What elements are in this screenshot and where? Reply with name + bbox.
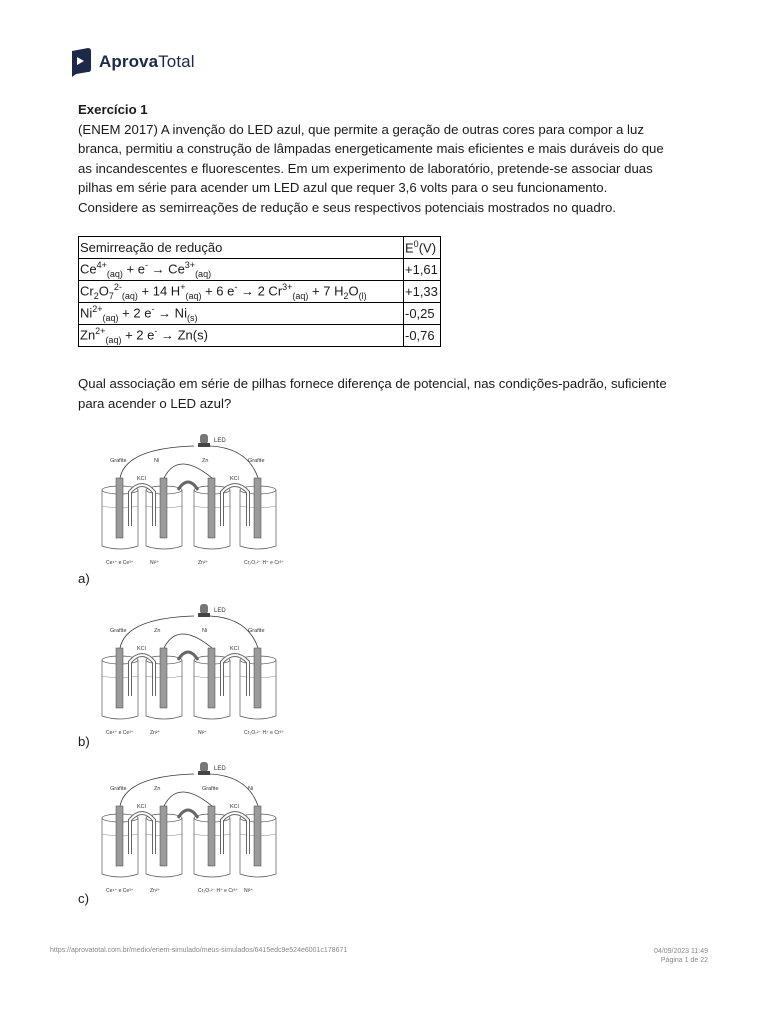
salt-bridge [222,655,248,696]
logo-icon [70,47,92,77]
ion-label: Zn²⁺ [150,888,161,894]
logo-wordmark: AprovaTotal [99,52,195,71]
ion-label: Zn²⁺ [150,730,161,736]
electrode [116,806,123,866]
salt-bridge [130,485,154,526]
wire [164,634,212,648]
electrode-label: Grafite [248,628,265,634]
ion-label: Ni²⁺ [244,888,254,894]
table-row [79,325,441,347]
electrode [254,806,261,866]
footer-url: https://aprovatotal.com.br/medio/enem-simulado/meus-simulados/6415edc9e524e6001c178671 [50,947,348,954]
salt-bridge-inner [222,813,248,854]
table-row [79,259,441,281]
electrode-label: Ni [154,458,160,464]
wire [164,792,212,806]
electrode [208,648,215,708]
led-base [198,443,210,447]
half-reaction-cell: $Ce^{4+}_{(aq)} + e^- \to Ce^{3+}_{(aq)}$ [79,259,404,281]
question-text [78,374,698,413]
salt-bridge-inner [130,485,154,526]
question-line: Qual associação em série de pilhas fornece diferença de potencial, nas condições-padrão, suficiente [78,376,667,391]
wire [164,464,212,478]
electrode-label: Grafite [110,628,127,634]
electrode [208,806,215,866]
electrode [160,806,167,866]
table-row [79,237,441,259]
salt-bridge-label: KCl [137,476,146,482]
ion-label: Cr₂O₇²⁻ H⁺ e Cr³⁺ [244,560,284,566]
potential-cell: -0,76 [404,325,441,347]
salt-bridge-label: KCl [137,646,146,652]
ion-label: Ce⁴⁺ e Ce³⁺ [106,560,134,566]
option-b-diagram[interactable] [94,598,284,746]
exercise-line: branca, permitiu a construção de lâmpadas energeticamente mais eficientes e mais duráveis do que [78,141,664,156]
electrode [208,478,215,538]
electrode-label: Grafite [110,458,127,464]
salt-bridge [222,485,248,526]
aprovatotal-logo [70,47,195,77]
electrode-label: Ni [202,628,208,634]
footer-page-number: Página 1 de 22 [660,957,708,964]
question-line: para acender o LED azul? [78,395,232,411]
ion-label: Cr₂O₇²⁻ H⁺ e Cr³⁺ [244,730,284,736]
ion-label: Ce⁴⁺ e Ce³⁺ [106,888,134,894]
half-reaction-cell: $Zn^{2+}_{(aq)} + 2$ e- → Zn(s) [79,325,404,347]
ion-label: Zn²⁺ [198,560,209,566]
potential-cell: +1,61 [404,259,441,281]
electrode-label: Zn [154,628,161,634]
electrode [254,478,261,538]
led-label: LED [214,608,226,614]
option-b-label[interactable]: b) [78,734,90,749]
reduction-potentials-table [78,236,441,347]
exercise-line: Considere as semirreações de redução e seus respectivos potenciais mostrados no quadro. [78,199,617,215]
salt-bridge [130,655,154,696]
salt-bridge-label: KCl [230,804,239,810]
salt-bridge-inner [130,813,154,854]
electrode [116,478,123,538]
table-header-cell: $E^0(V)$ [404,237,441,259]
exercise-line: pilhas em série para acender um LED azul que requer 3,6 volts para o seu funcionamento. [78,180,608,195]
ion-label: Ce⁴⁺ e Ce³⁺ [106,730,134,736]
potential-cell: -0,25 [404,303,441,325]
exercise-line: as incandescentes e fluorescentes. Em um experimento de laboratório, pretende-se associar duas [78,160,653,176]
salt-bridge [222,813,248,854]
electrode [254,648,261,708]
electrode-label: Zn [154,786,161,792]
salt-bridge-inner [222,485,248,526]
led-label: LED [214,438,226,444]
led-label: LED [214,766,226,772]
salt-bridge-inner [130,655,154,696]
half-reaction-cell: $Cr_2O_7^{2-}_{(aq)} + 14$ $H^+_{(aq)} + 6$ e- → 2 $Cr^{3+}_{(aq)} + 7$ $H_2O_{(l)}$ [79,281,404,303]
option-c-label[interactable]: c) [78,891,89,906]
potential-cell: +1,33 [404,281,441,303]
electrode-label: Grafite [110,786,127,792]
electrode [160,478,167,538]
salt-bridge-label: KCl [230,476,239,482]
table-header-cell: Semirreação de redução [79,237,404,259]
half-reaction-cell: $Ni^{2+}_{(aq)} + 2$ $e^- \to Ni_{(s)}$ [79,303,404,325]
table-row [79,303,441,325]
option-a-label[interactable]: a) [78,571,90,586]
electrode [160,648,167,708]
salt-bridge-label: KCl [137,804,146,810]
electrode-label: Grafite [202,786,219,792]
option-c-diagram[interactable] [94,756,284,904]
footer-datetime: 04/09/2023 11:49 [654,948,708,955]
electrode-label: Zn [202,458,209,464]
salt-bridge-inner [222,655,248,696]
led-base [198,613,210,617]
ion-label: Ni²⁺ [150,560,160,566]
exercise-statement [78,100,698,217]
led-icon [200,762,208,772]
exercise-title: Exercício 1 [78,102,148,117]
ion-label: Cr₂O₇²⁻ H⁺ e Cr³⁺ [198,888,238,894]
led-icon [200,434,208,444]
ion-label: Ni²⁺ [198,730,208,736]
salt-bridge-label: KCl [230,646,239,652]
electrode-label: Grafite [248,458,265,464]
option-a-diagram[interactable] [94,428,284,576]
footer-meta [654,947,708,965]
salt-bridge [130,813,154,854]
electrode-label: Ni [248,786,254,792]
electrode [116,648,123,708]
led-base [198,771,210,775]
led-icon [200,604,208,614]
table-row [79,281,441,303]
exercise-line: (ENEM 2017) A invenção do LED azul, que permite a geração de outras cores para compor a luz [78,121,644,137]
